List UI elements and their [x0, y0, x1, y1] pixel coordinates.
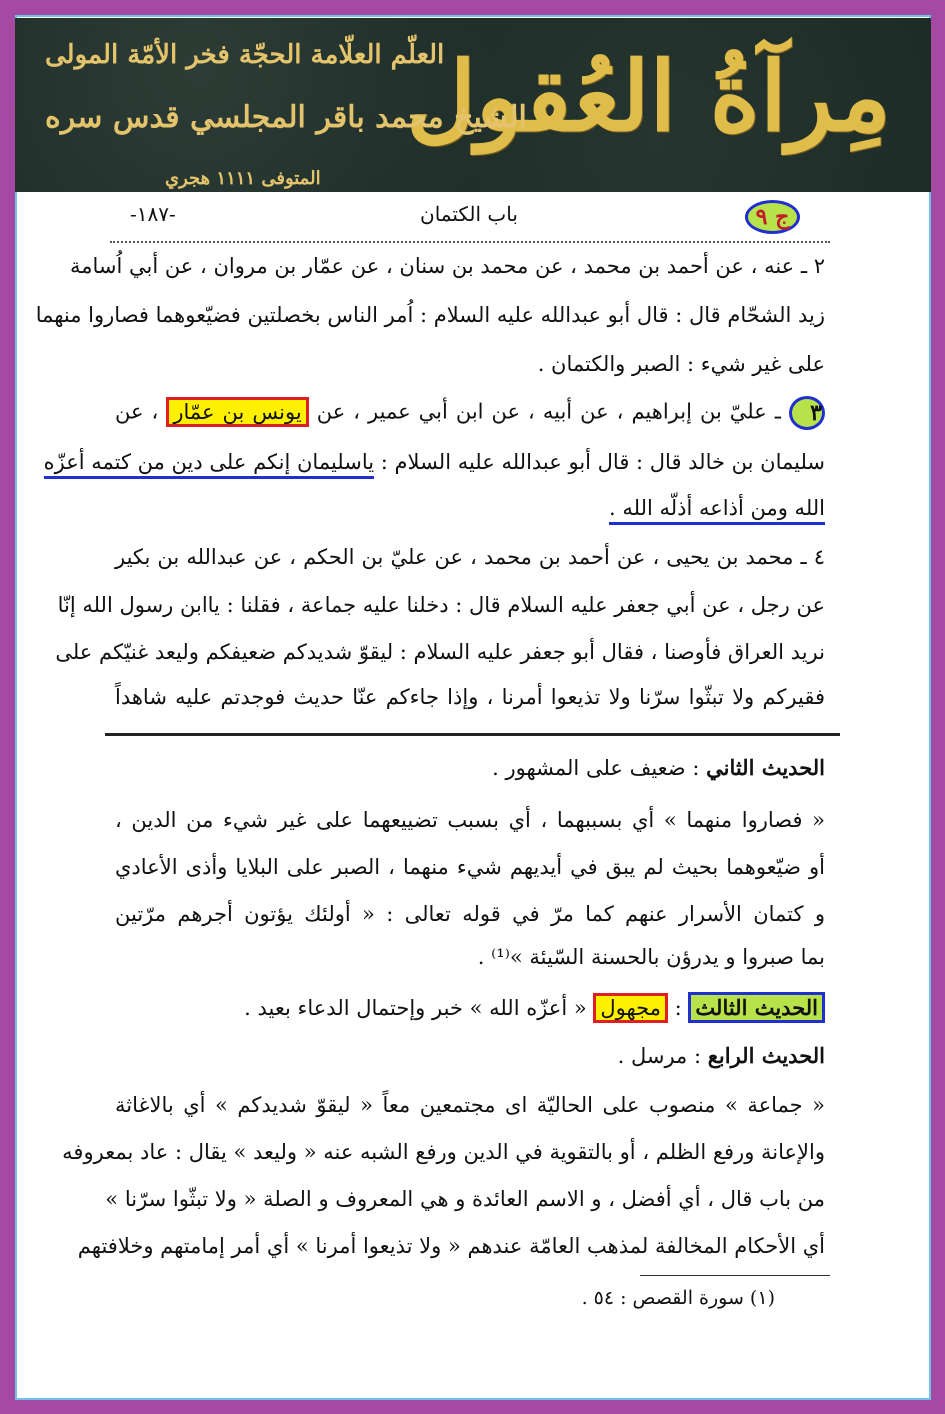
- text-commentary-separator: [105, 733, 840, 736]
- commentary-grade: : ضعيف على المشهور .: [492, 756, 700, 780]
- commentary-hadith-2-heading: [115, 755, 825, 780]
- book-title-banner: [15, 18, 931, 192]
- hadith-3-text-underlined: ياسليمان إنكم على دين من كتمه أعزّه: [44, 450, 374, 479]
- commentary-line: من باب قال ، أي أفضل ، و الاسم العائدة و هي المعروف و الصلة « ولا تبثّوا سرّنا »: [105, 1187, 825, 1211]
- banner-subtitle-honorific: العلّم العلّامة الحجّة فخر الأمّة المولى: [45, 40, 445, 70]
- hadith-4-line-1: ٤ ـ محمد بن يحيى ، عن أحمد بن محمد ، عن عليّ بن الحكم ، عن عبدالله بن بكير: [115, 545, 825, 569]
- hadith-2-line-2: زيد الشحّام قال : قال أبو عبدالله عليه السلام : اُمر الناس بخصلتين فضيّعوهما فصاروا منهما: [35, 303, 825, 327]
- header-divider: [110, 241, 830, 243]
- banner-subtitle-author: الشيخ محمد باقر المجلسي قدس سره: [45, 100, 527, 135]
- hadith-4-line-4: فقيركم ولا تبثّوا سرّنا ولا تذيعوا أمرنا ، وإذا جاءكم عنّا حديث فوجدتم عليه شاهداً: [115, 685, 825, 709]
- narrator-highlight: يونس بن عمّار: [166, 397, 308, 427]
- commentary-text: « أعزّه الله » خبر وإحتمال الدعاء بعيد .: [244, 996, 587, 1020]
- banner-subtitle-death-date: المتوفى ١١١١ هجري: [165, 168, 321, 189]
- hadith-3-chain-b: ، عن: [115, 399, 159, 424]
- book-title: مِرآةُ العُقول: [406, 40, 891, 153]
- footnote: (١) سورة القصص : ٥٤ .: [581, 1287, 775, 1309]
- commentary-label: الحديث الثاني: [706, 755, 825, 780]
- hadith-2-line-3: على غير شيء : الصبر والكتمان .: [537, 352, 825, 376]
- hadith-4-line-3: نريد العراق فأوصنا ، فقال أبو جعفر عليه السلام : ليقوّ شديدكم ضعيفكم وليعد غنيّكم على: [55, 640, 825, 664]
- hadith-2-line-1: ٢ ـ عنه ، عن أحمد بن محمد ، عن محمد بن سنان ، عن عمّار بن مروان ، عن أبي اُسامة: [69, 254, 825, 278]
- hadith-3-text-underlined-end: الله ومن أذاعه أذلّه الله .: [609, 496, 825, 525]
- hadith-3-grade-highlight: مجهول: [593, 993, 668, 1023]
- hadith-3-label-highlight: الحديث الثالث: [688, 992, 825, 1023]
- commentary-line: « جماعة » منصوب على الحاليّة اى مجتمعين معاً « ليقوّ شديدكم » أي بالاغاثة: [115, 1093, 825, 1117]
- footnote-rule: [640, 1275, 830, 1276]
- commentary-label: الحديث الرابع: [707, 1043, 825, 1068]
- commentary-hadith-4-heading: [115, 1043, 825, 1068]
- hadith-3-chain-a: ـ عليّ بن إبراهيم ، عن أبيه ، عن ابن أبي عمير ، عن: [316, 399, 781, 424]
- hadith-4-line-2: عن رجل ، عن أبي جعفر عليه السلام قال : دخلنا عليه جماعة ، فقلنا : ياابن رسول الله إنّا: [57, 593, 825, 617]
- commentary-line: بما صبروا و يدرؤن بالحسنة السّيئة »⁽¹⁾ .: [477, 945, 825, 969]
- hadith-3-chain-c: سليمان بن خالد قال : قال أبو عبدالله عليه السلام :: [380, 450, 825, 474]
- commentary-hadith-3-heading: الحديث الثالث : مجهول « أعزّه الله » خبر وإحتمال الدعاء بعيد .: [115, 995, 825, 1020]
- commentary-line: و كتمان الأسرار عنهم كما مرّ في قوله تعالى : « أولئك يؤتون أجرهم مرّتين: [115, 902, 825, 926]
- commentary-line: أي الأحكام المخالفة لمذهب العامّة عندهم « ولا تذيعوا أمرنا » أي أمر إمامتهم وخلافتهم: [77, 1234, 825, 1258]
- hadith-3-line-1: [115, 396, 825, 430]
- hadith-3-line-2: [43, 450, 825, 474]
- commentary-line: « فصاروا منهما » أي بسببهما ، أي بسبب تضييعهما على غير شيء من الدين ،: [115, 808, 825, 832]
- commentary-line: والإعانة ورفع الظلم ، أو بالتقوية في الدين ورفع الشبه عنه « وليعد » يقال : عاد بمعروفه: [62, 1140, 825, 1164]
- chapter-title: باب الكتمان: [420, 202, 518, 226]
- commentary-grade: : مرسل .: [617, 1044, 702, 1068]
- volume-badge: ج ٩: [745, 200, 800, 234]
- hadith-3-line-3: [115, 496, 825, 520]
- commentary-line: أو ضيّعوهما بحيث لم يبق في أيديهم شيء منهما ، الصبر على البلايا وأذى الأعادي: [115, 855, 825, 879]
- hadith-3-number-badge: ٣: [789, 396, 825, 430]
- page-number: -١٨٧-: [130, 202, 176, 226]
